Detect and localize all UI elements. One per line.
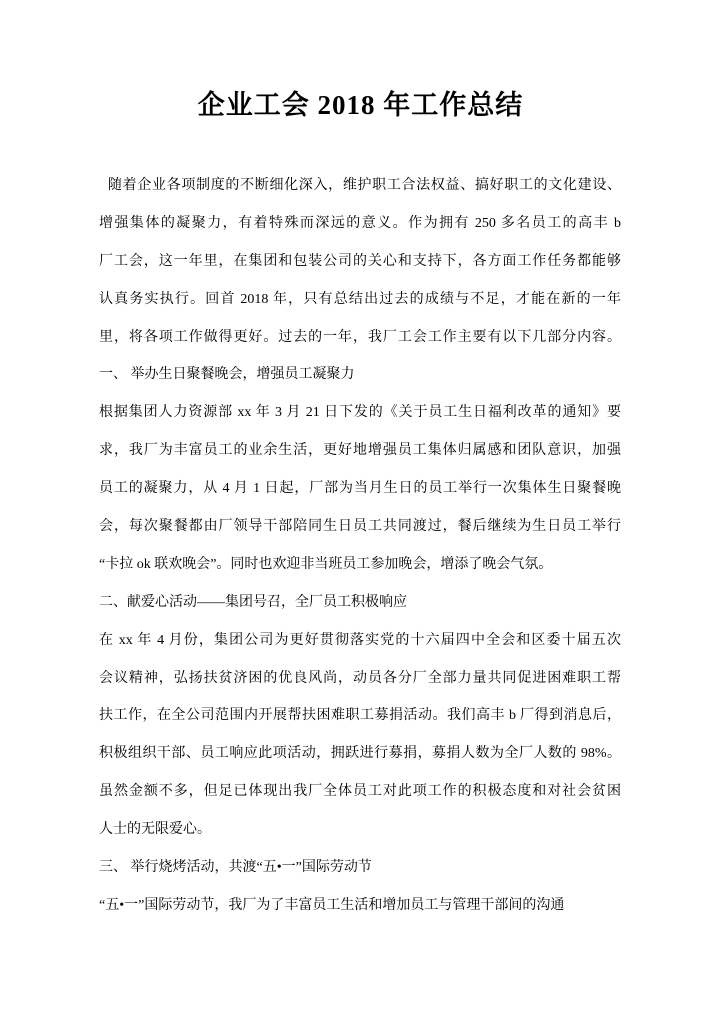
- body-line: 求，我厂为丰富员工的业余生活，更好地增强员工集体归属感和团队意识，加强: [99, 443, 621, 459]
- body-line: 里，将各项工作做得更好。过去的一年，我厂工会工作主要有以下几部分内容。: [99, 329, 621, 345]
- document-body: [99, 167, 621, 925]
- body-line: 在 xx 年 4 月份，集团公司为更好贯彻落实党的十六届四中全会和区委十届五次: [99, 632, 621, 648]
- body-line: 积极组织干部、员工响应此项活动，拥跃进行募捐，募捐人数为全厂人数的 98%。: [99, 746, 621, 762]
- section-heading: 二、献爱心活动——集团号召，全厂员工积极响应: [99, 594, 407, 610]
- body-line: 根据集团人力资源部 xx 年 3 月 21 日下发的《关于员工生日福利改革的通知》要: [99, 405, 621, 421]
- body-line: 认真务实执行。回首 2018 年，只有总结出过去的成绩与不足，才能在新的一年: [99, 291, 621, 307]
- body-line: “五•一”国际劳动节，我厂为了丰富员工生活和增加员工与管理干部间的沟通: [99, 897, 565, 913]
- document-title: 企业工会 2018 年工作总结: [197, 90, 524, 120]
- body-line: 人士的无限爱心。: [99, 822, 211, 838]
- body-line: 随着企业各项制度的不断细化深入，维护职工合法权益、搞好职工的文化建设、: [108, 178, 621, 193]
- body-line: 员工的凝聚力，从 4 月 1 日起，厂部为当月生日的员工举行一次集体生日聚餐晚: [99, 481, 621, 497]
- body-line: 虽然金额不多，但足已体现出我厂全体员工对此项工作的积极态度和对社会贫困: [99, 784, 621, 800]
- body-line: 会议精神，弘扬扶贫济困的优良风尚，动员各分厂全部力量共同促进困难职工帮: [99, 670, 621, 686]
- body-line: 厂工会，这一年里，在集团和包装公司的关心和支持下，各方面工作任务都能够: [99, 253, 621, 269]
- body-line: “卡拉 ok 联欢晚会”。同时也欢迎非当班员工参加晚会，增添了晚会气氛。: [99, 556, 553, 572]
- section-heading: 三、 举行烧烤活动，共渡“五•一”国际劳动节: [99, 860, 372, 876]
- body-line: 会，每次聚餐都由厂领导干部陪同生日员工共同渡过，餐后继续为生日员工举行: [99, 519, 621, 535]
- body-line: 扶工作，在全公司范围内开展帮扶困难职工募捐活动。我们高丰 b 厂得到消息后，: [99, 708, 621, 724]
- body-line: 增强集体的凝聚力，有着特殊而深远的意义。作为拥有 250 多名员工的高丰 b: [99, 215, 621, 231]
- section-heading: 一、 举办生日聚餐晚会，增强员工凝聚力: [99, 367, 355, 383]
